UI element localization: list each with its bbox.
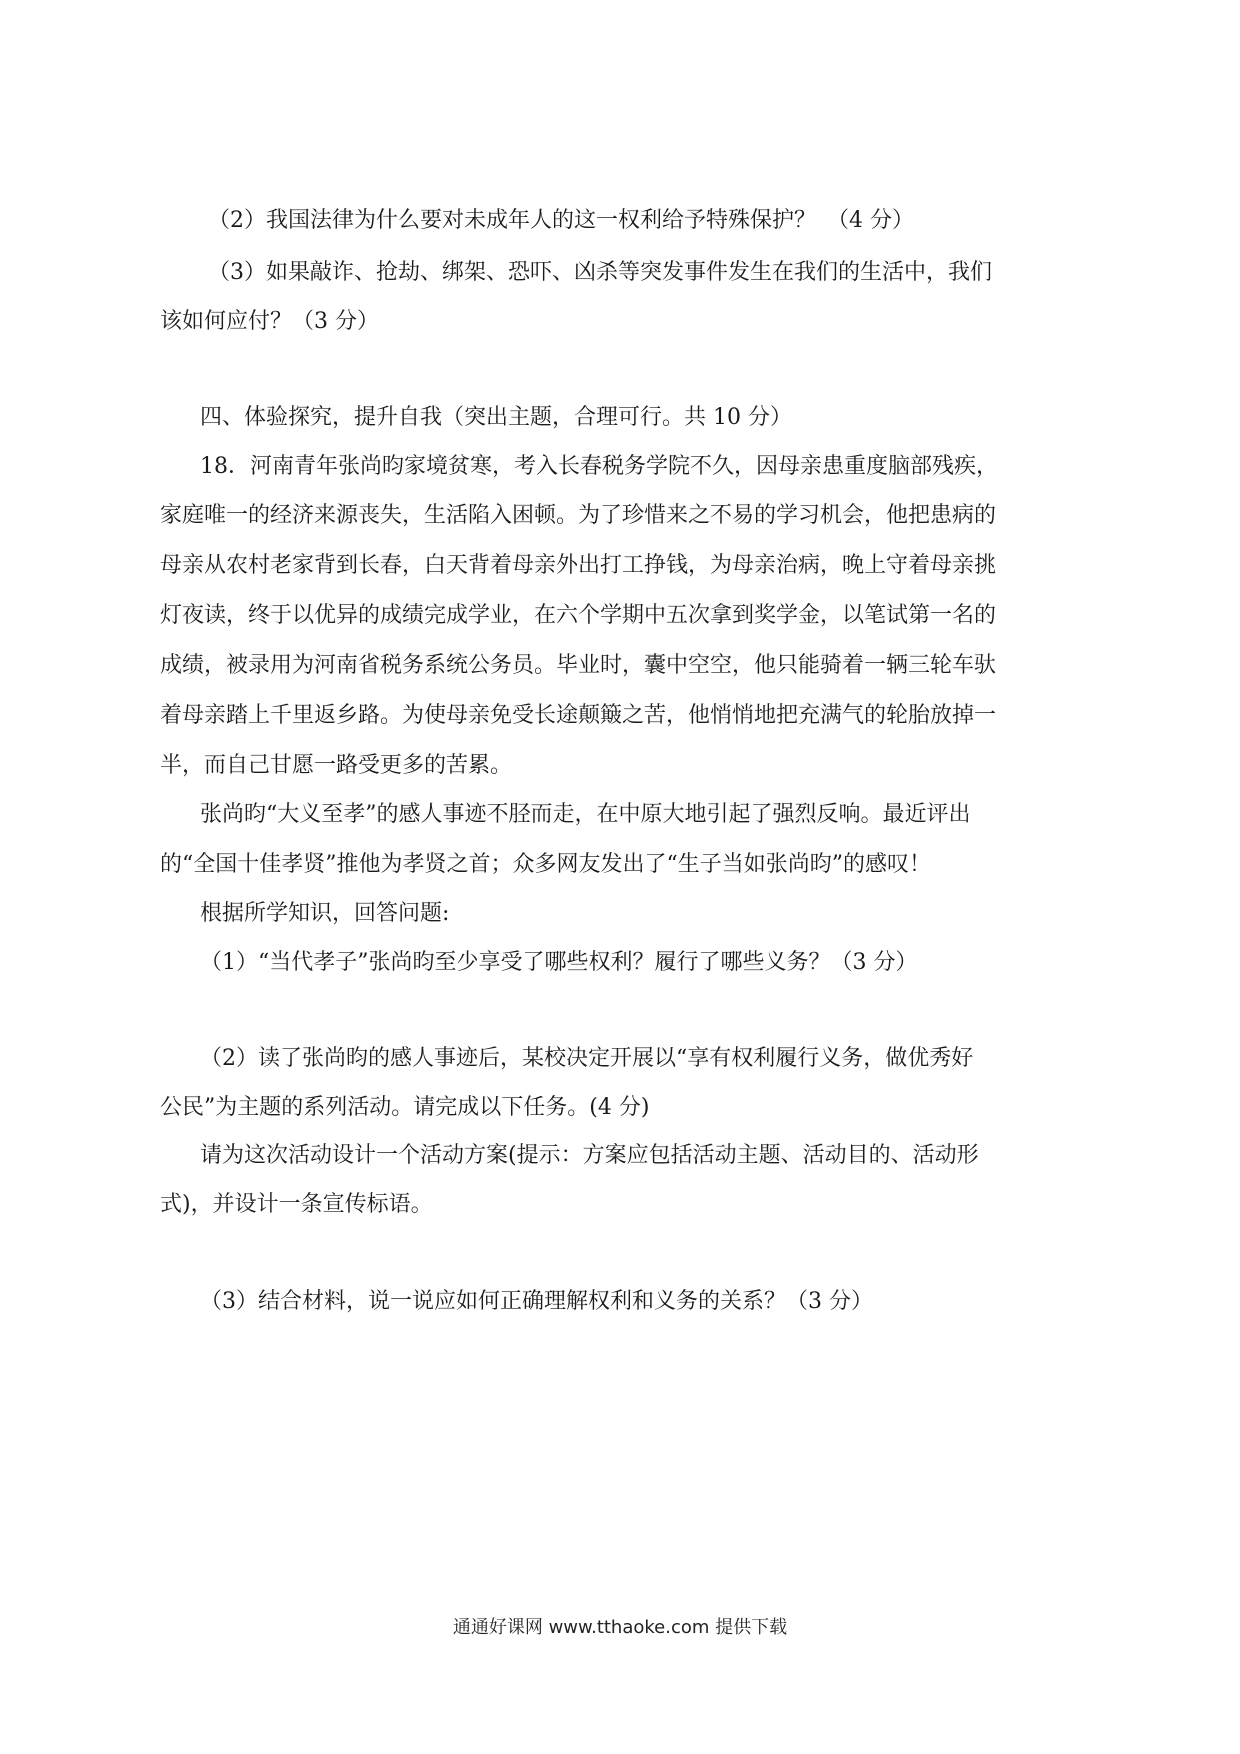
question-17-part-3: （3）如果敲诈、抢劫、绑架、恐吓、凶杀等突发事件发生在我们的生活中，我们 — [208, 260, 992, 285]
question-18-paragraph-line: 成绩，被录用为河南省税务系统公务员。毕业时，囊中空空，他只能骑着一辆三轮车驮 — [160, 653, 997, 678]
question-17-part-3-cont: 该如何应付？（3 分） — [160, 309, 379, 334]
question-18-paragraph-line: 18．河南青年张尚昀家境贫寒，考入长春税务学院不久，因母亲患重度脑部残疾， — [200, 454, 998, 479]
question-18-paragraph-line: 半，而自己甘愿一路受更多的苦累。 — [160, 753, 513, 778]
question-17-part-2: （2）我国法律为什么要对未成年人的这一权利给予特殊保护？ （4 分） — [208, 208, 914, 233]
question-18-part-2: （2）读了张尚昀的感人事迹后，某校决定开展以“享有权利履行义务，做优秀好 — [200, 1046, 974, 1071]
question-18-part-2-task: 请为这次活动设计一个活动方案(提示：方案应包括活动主题、活动目的、活动形 — [200, 1143, 979, 1168]
question-18-paragraph-line: 灯夜读，终于以优异的成绩完成学业，在六个学期中五次拿到奖学金，以笔试第一名的 — [160, 603, 997, 628]
question-18-paragraph-line: 母亲从农村老家背到长春，白天背着母亲外出打工挣钱，为母亲治病，晚上守着母亲挑 — [160, 553, 997, 578]
question-18-paragraph-line: 张尚昀“大义至孝”的感人事迹不胫而走，在中原大地引起了强烈反响。最近评出 — [200, 802, 971, 827]
question-18-part-2-task-cont: 式)，并设计一条宣传标语。 — [160, 1192, 433, 1217]
question-18-part-3: （3）结合材料，说一说应如何正确理解权利和义务的关系？（3 分） — [200, 1289, 873, 1314]
question-18-part-2-cont: 公民”为主题的系列活动。请完成以下任务。(4 分) — [160, 1095, 650, 1120]
question-18-prompt: 根据所学知识，回答问题: — [200, 901, 450, 926]
section-four-heading: 四、体验探究，提升自我（突出主题，合理可行。共 10 分） — [200, 405, 792, 430]
question-18-part-1: （1）“当代孝子”张尚昀至少享受了哪些权利？履行了哪些义务？（3 分） — [200, 950, 918, 975]
page-footer: 通通好课网 www.tthaoke.com 提供下载 — [452, 1617, 788, 1638]
question-18-paragraph-line: 家庭唯一的经济来源丧失，生活陷入困顿。为了珍惜来之不易的学习机会，他把患病的 — [160, 503, 997, 528]
question-18-paragraph-line: 的“全国十佳孝贤”推他为孝贤之首；众多网友发出了“生子当如张尚昀”的感叹！ — [160, 852, 931, 877]
question-18-paragraph-line: 着母亲踏上千里返乡路。为使母亲免受长途颠簸之苦，他悄悄地把充满气的轮胎放掉一 — [160, 703, 997, 728]
